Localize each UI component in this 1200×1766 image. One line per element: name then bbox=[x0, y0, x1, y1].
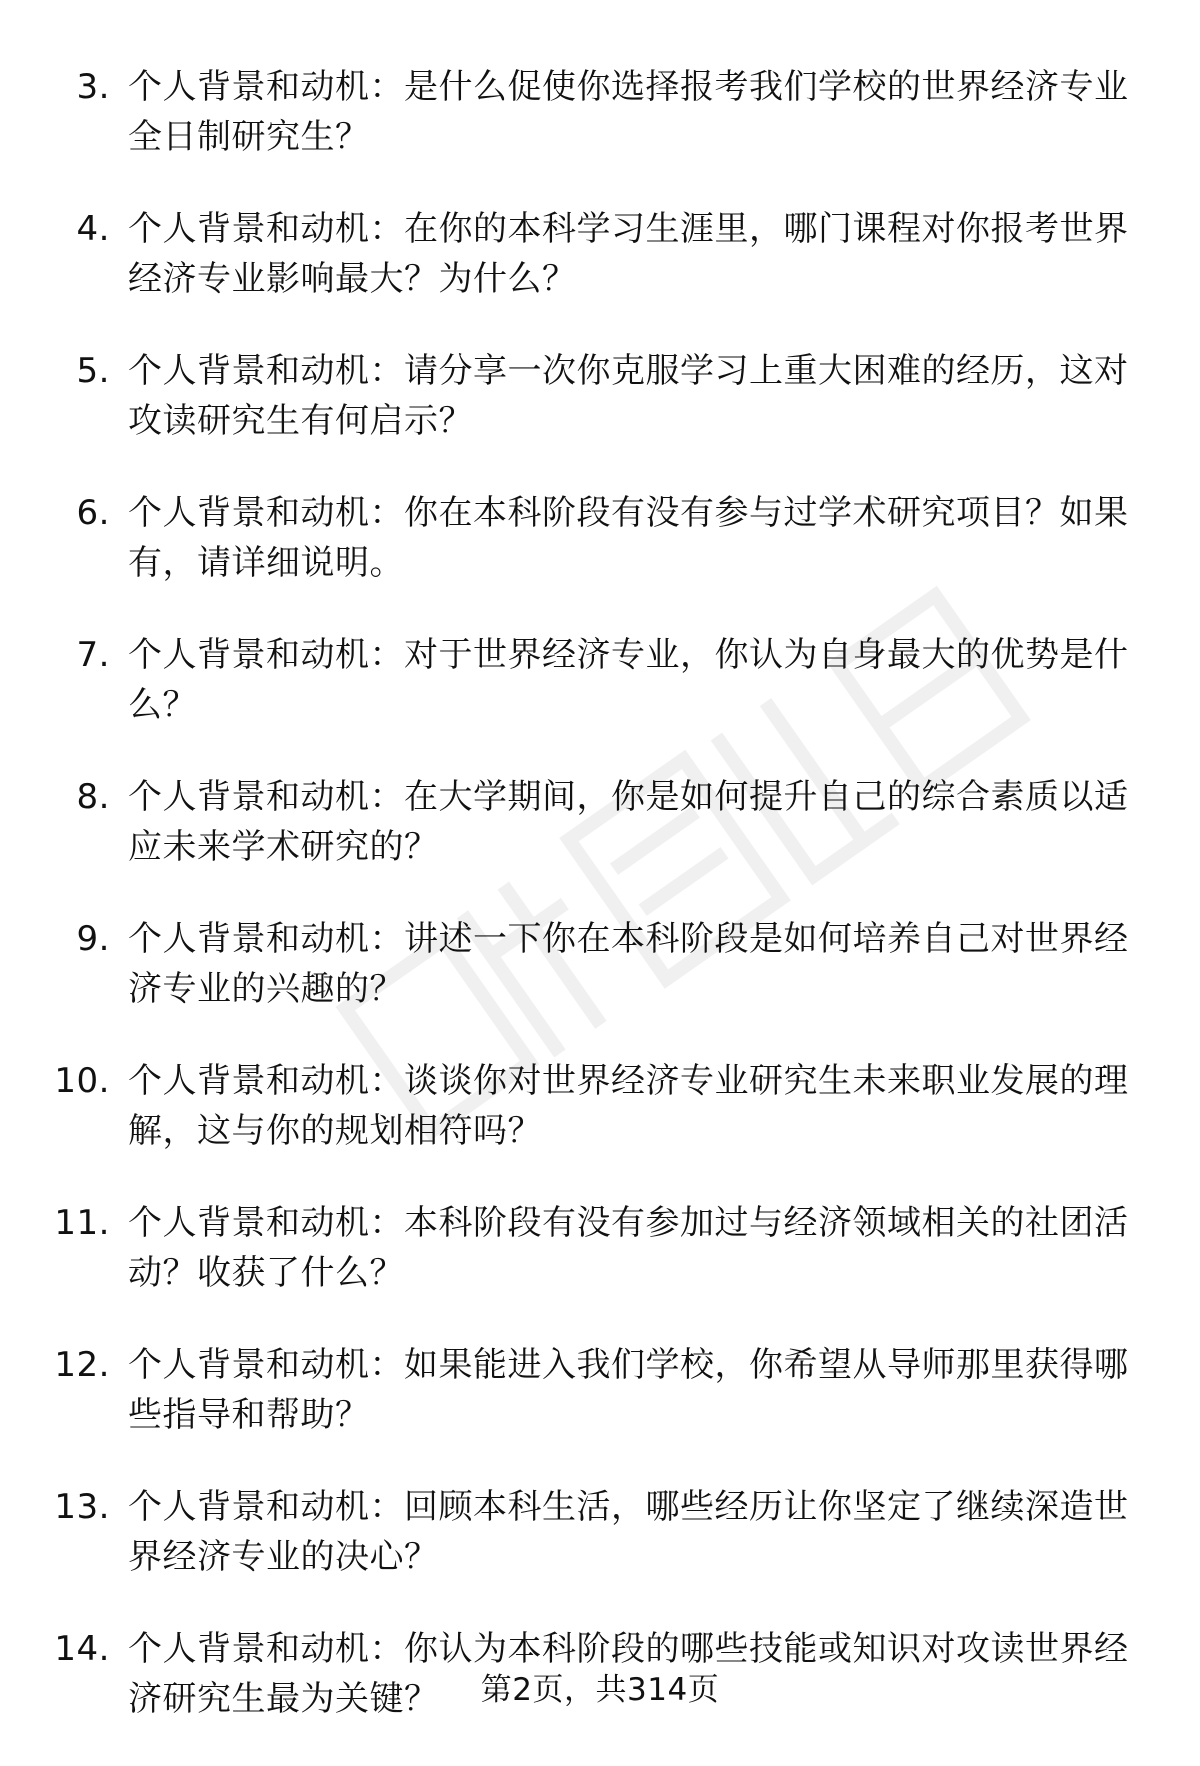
question-number: 6. bbox=[76, 493, 110, 533]
question-text: 个人背景和动机：你认为本科阶段的哪些技能或知识对攻读世界经济研究生最为关键？ bbox=[128, 1629, 1129, 1719]
question-number: 10. bbox=[54, 1061, 110, 1101]
question-number: 12. bbox=[54, 1345, 110, 1385]
question-text: 个人背景和动机：请分享一次你克服学习上重大困难的经历，这对攻读研究生有何启示？ bbox=[128, 351, 1129, 441]
question-text: 个人背景和动机：回顾本科生活，哪些经历让你坚定了继续深造世界经济专业的决心？ bbox=[128, 1487, 1129, 1577]
question-item bbox=[40, 1056, 1150, 1156]
question-text: 个人背景和动机：如果能进入我们学校，你希望从导师那里获得哪些指导和帮助？ bbox=[128, 1345, 1129, 1435]
question-text: 个人背景和动机：讲述一下你在本科阶段是如何培养自己对世界经济专业的兴趣的？ bbox=[128, 919, 1129, 1009]
question-item bbox=[40, 62, 1150, 162]
question-list bbox=[40, 62, 1150, 1766]
question-item bbox=[40, 346, 1150, 446]
question-number: 7. bbox=[76, 635, 110, 675]
question-item bbox=[40, 1198, 1150, 1298]
question-item bbox=[40, 204, 1150, 304]
question-number: 13. bbox=[54, 1487, 110, 1527]
question-number: 9. bbox=[76, 919, 110, 959]
question-text: 个人背景和动机：你在本科阶段有没有参与过学术研究项目？如果有，请详细说明。 bbox=[128, 493, 1129, 583]
question-item bbox=[40, 772, 1150, 872]
question-number: 11. bbox=[54, 1203, 110, 1243]
question-text: 个人背景和动机：在你的本科学习生涯里，哪门课程对你报考世界经济专业影响最大？为什么？ bbox=[128, 209, 1129, 299]
question-text: 个人背景和动机：谈谈你对世界经济专业研究生未来职业发展的理解，这与你的规划相符吗？ bbox=[128, 1061, 1129, 1151]
question-text: 个人背景和动机：在大学期间，你是如何提升自己的综合素质以适应未来学术研究的？ bbox=[128, 777, 1129, 867]
question-item bbox=[40, 630, 1150, 730]
question-number: 4. bbox=[76, 209, 110, 249]
question-number: 8. bbox=[76, 777, 110, 817]
question-item bbox=[40, 1482, 1150, 1582]
page-footer: 第2页，共314页 bbox=[480, 1672, 720, 1708]
question-text: 个人背景和动机：是什么促使你选择报考我们学校的世界经济专业全日制研究生？ bbox=[128, 67, 1129, 157]
question-text: 个人背景和动机：对于世界经济专业，你认为自身最大的优势是什么？ bbox=[128, 635, 1129, 725]
question-item bbox=[40, 1340, 1150, 1440]
question-number: 14. bbox=[54, 1629, 110, 1669]
question-text: 个人背景和动机：本科阶段有没有参加过与经济领域相关的社团活动？收获了什么？ bbox=[128, 1203, 1129, 1293]
question-item bbox=[40, 488, 1150, 588]
question-number: 5. bbox=[76, 351, 110, 391]
question-item bbox=[40, 914, 1150, 1014]
question-number: 3. bbox=[76, 67, 110, 107]
